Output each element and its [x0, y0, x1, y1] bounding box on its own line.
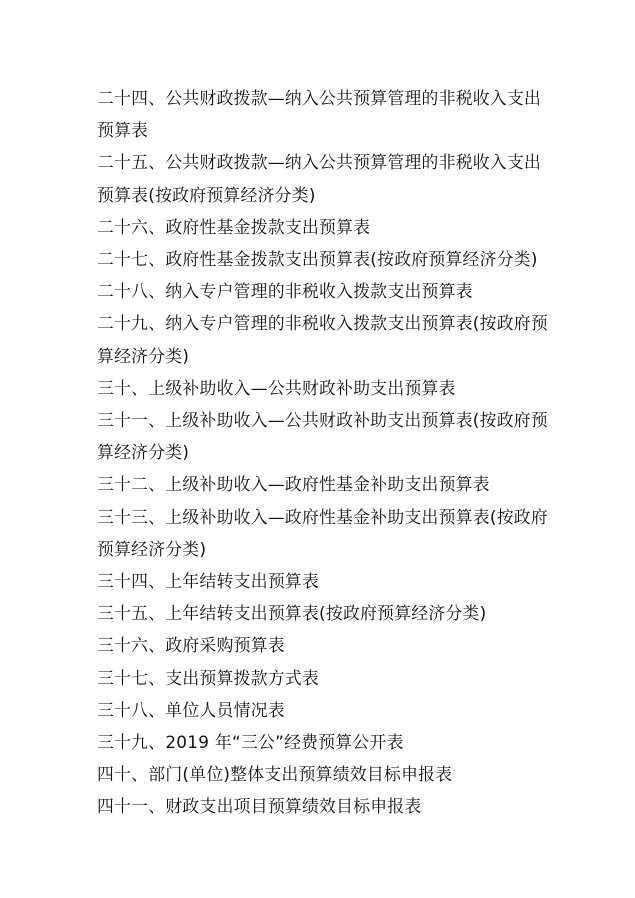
list-item: 二十九、纳入专户管理的非税收入拨款支出预算表(按政府预算经济分类) — [97, 313, 548, 366]
list-item: 三十、上级补助收入—公共财政补助支出预算表 — [97, 377, 456, 398]
list-item: 三十七、支出预算拨款方式表 — [97, 667, 320, 688]
list-item: 二十八、纳入专户管理的非税收入拨款支出预算表 — [97, 281, 473, 302]
list-item: 三十三、上级补助收入—政府性基金补助支出预算表(按政府预算经济分类) — [97, 506, 548, 559]
list-item: 二十六、政府性基金拨款支出预算表 — [97, 216, 371, 237]
list-item: 四十、部门(单位)整体支出预算绩效目标申报表 — [97, 764, 453, 785]
list-item: 三十一、上级补助收入—公共财政补助支出预算表(按政府预算经济分类) — [97, 410, 548, 463]
list-item: 三十九、2019 年“三公”经费预算公开表 — [97, 732, 404, 753]
table-of-contents — [97, 82, 557, 823]
list-item: 二十五、公共财政拨款—纳入公共预算管理的非税收入支出预算表(按政府预算经济分类) — [97, 152, 542, 205]
list-item: 二十四、公共财政拨款—纳入公共预算管理的非税收入支出预算表 — [97, 88, 542, 141]
list-item: 四十一、财政支出项目预算绩效目标申报表 — [97, 796, 422, 817]
list-item: 三十六、政府采购预算表 — [97, 635, 285, 656]
list-item: 三十五、上年结转支出预算表(按政府预算经济分类) — [97, 603, 487, 624]
list-item: 三十二、上级补助收入—政府性基金补助支出预算表 — [97, 474, 490, 495]
list-item: 三十四、上年结转支出预算表 — [97, 571, 320, 592]
list-item: 三十八、单位人员情况表 — [97, 699, 285, 720]
list-item: 二十七、政府性基金拨款支出预算表(按政府预算经济分类) — [97, 249, 538, 270]
